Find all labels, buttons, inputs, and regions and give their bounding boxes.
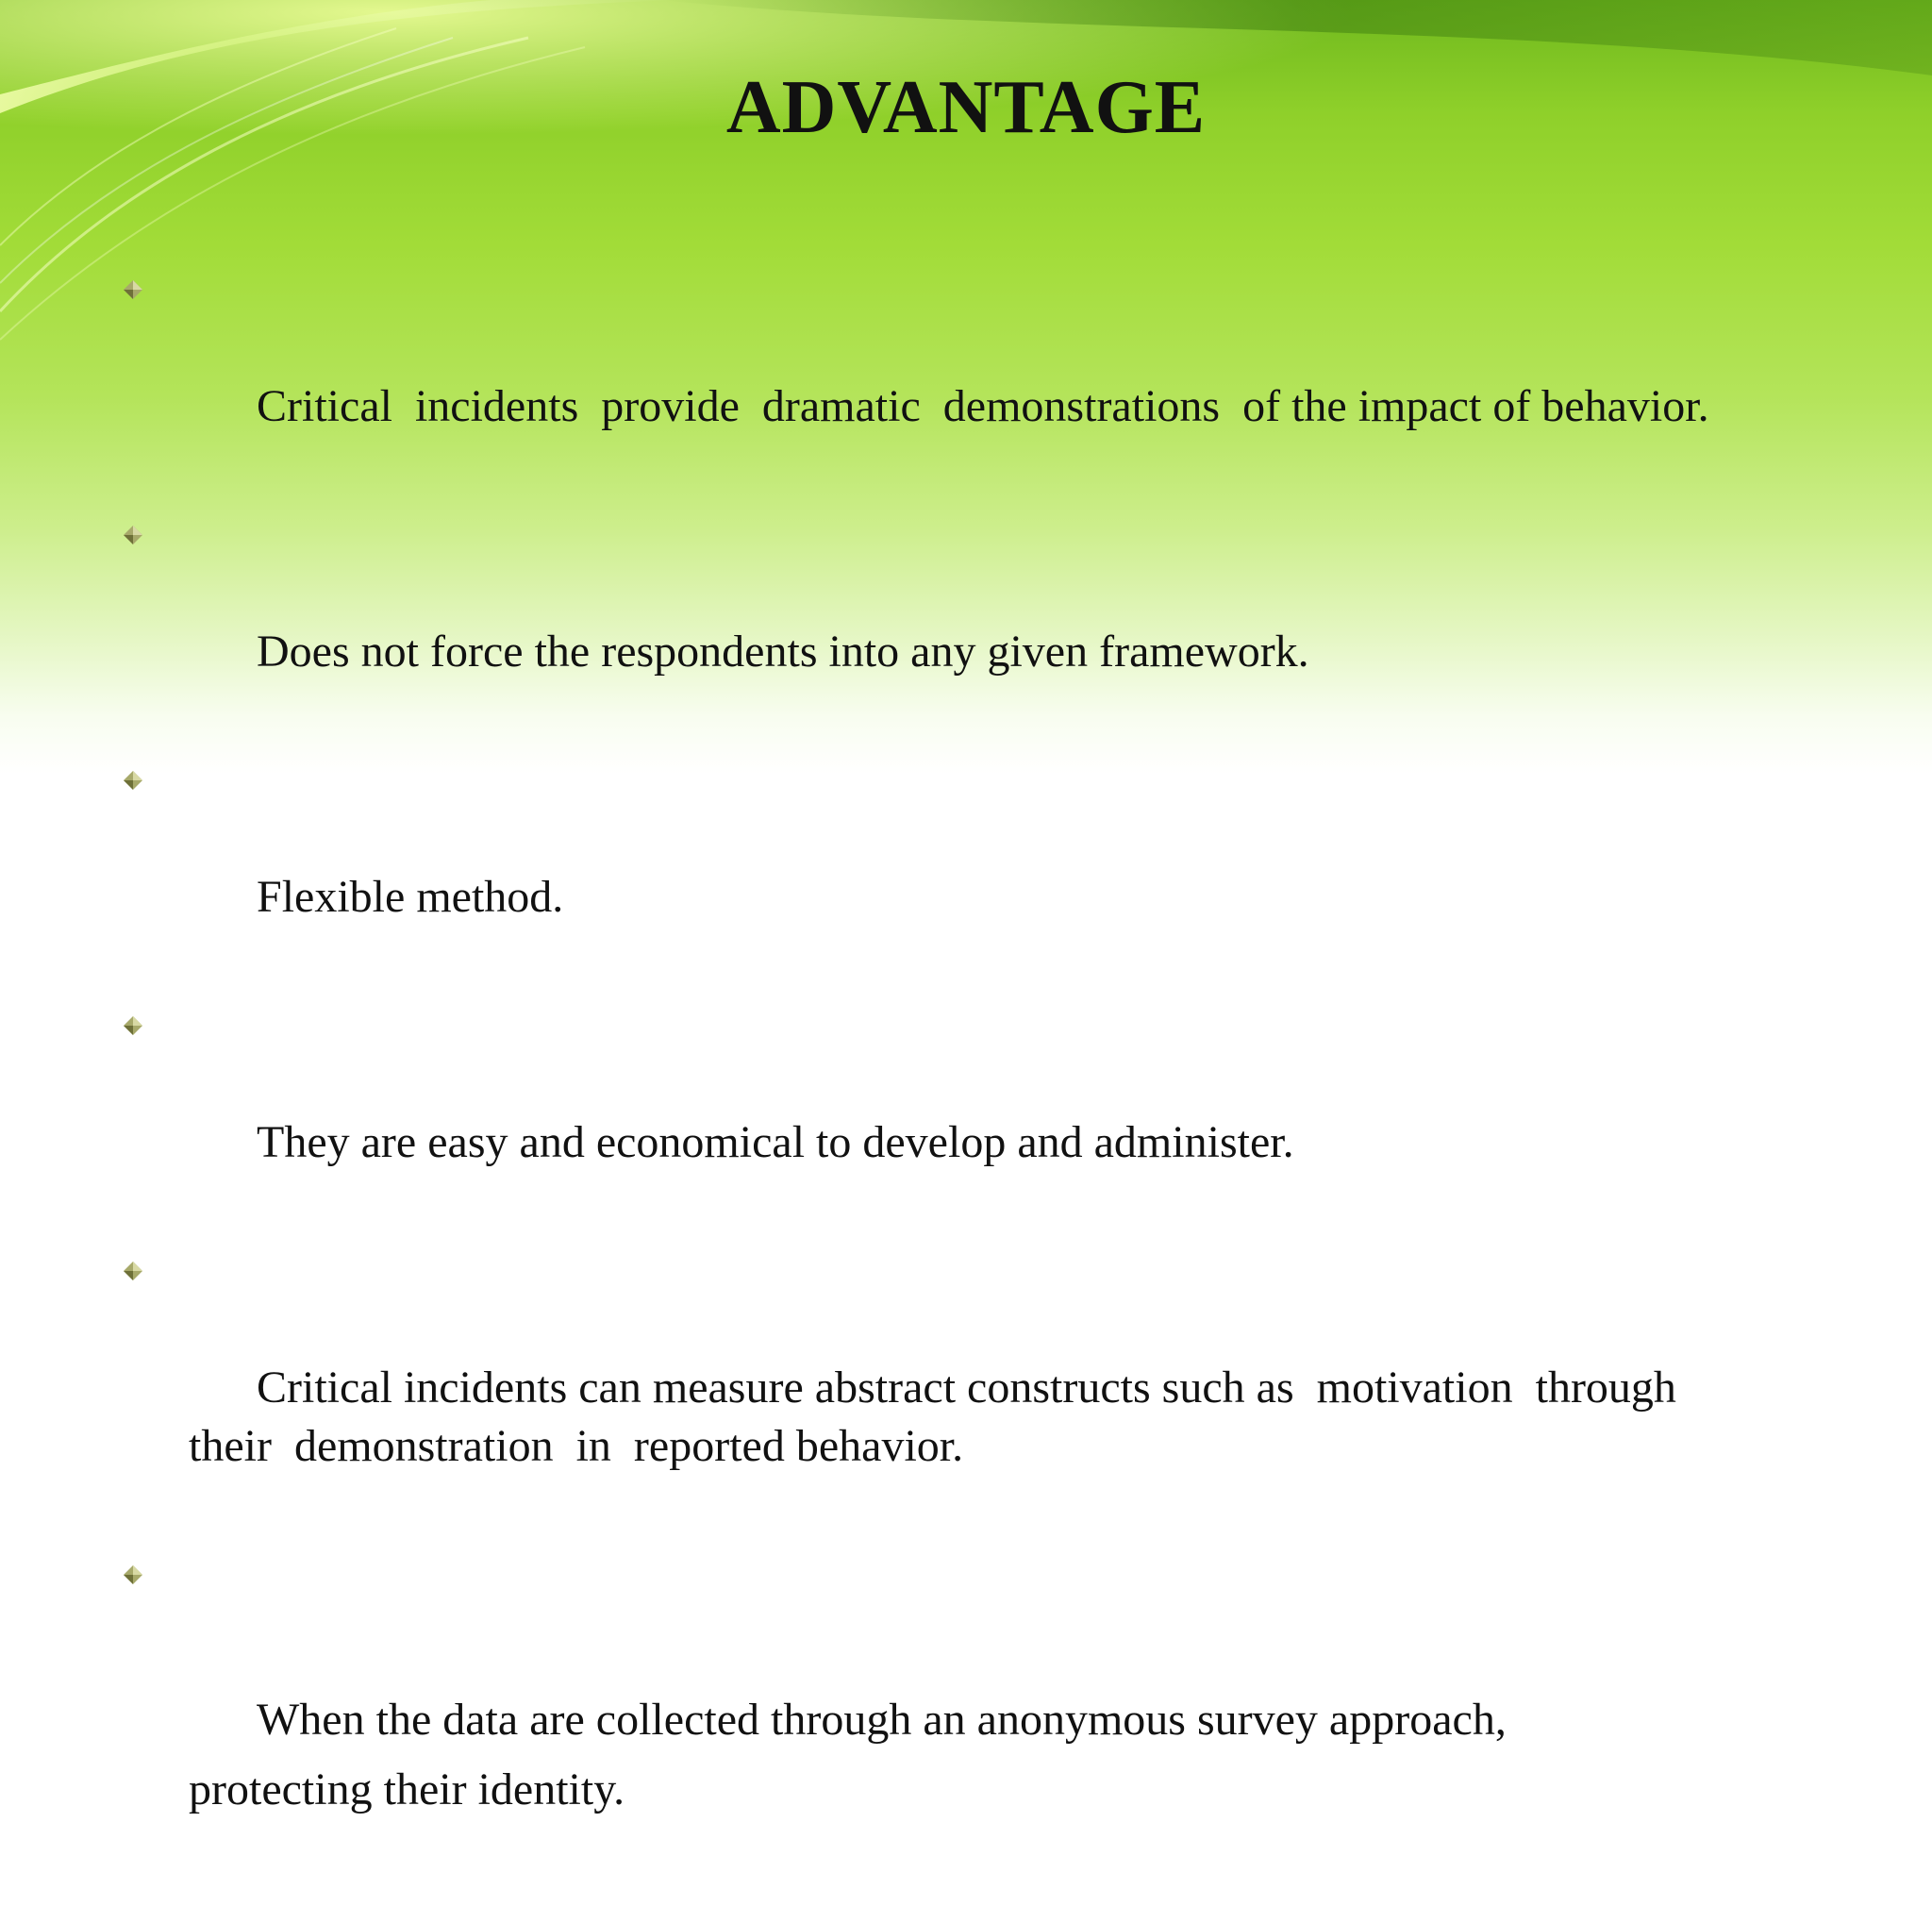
bullet-item [123, 260, 1877, 494]
bullet-item [123, 506, 1877, 740]
bullet-text: When the data are collected through an anonymous survey approach, protecting their identity. [189, 1695, 1507, 1814]
bullet-list [123, 260, 1877, 1906]
bullet-item [123, 751, 1877, 985]
bullet-item [123, 996, 1877, 1230]
bullet-text: Critical incidents can measure abstract constructs such as motivation through their demonstration in reported behavior. [189, 1363, 1676, 1471]
slide-title: ADVANTAGE [725, 66, 1207, 149]
diamond-bullet-icon [123, 1564, 143, 1585]
diamond-bullet-icon [123, 1261, 143, 1281]
bullet-item [123, 1546, 1877, 1895]
bullet-text: Does not force the respondents into any given framework. [257, 627, 1309, 677]
bullet-text: They are easy and economical to develop and administer. [257, 1117, 1294, 1167]
diamond-bullet-icon [123, 279, 143, 300]
bullet-text: Flexible method. [257, 872, 564, 922]
bullet-item [123, 1242, 1877, 1534]
diamond-bullet-icon [123, 525, 143, 545]
diamond-bullet-icon [123, 1015, 143, 1036]
bullet-text: Critical incidents provide dramatic demonstrations of the impact of behavior. [257, 381, 1709, 431]
diamond-bullet-icon [123, 770, 143, 791]
